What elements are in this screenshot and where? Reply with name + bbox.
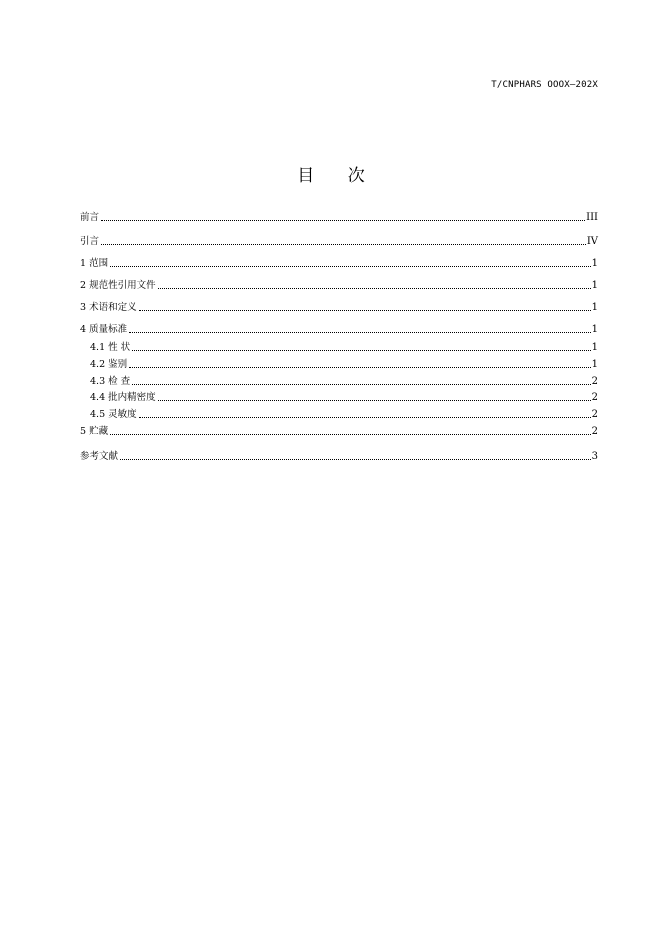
toc-entry-label: 引言 [80, 236, 100, 247]
toc-leader [110, 434, 591, 435]
toc-leader [129, 367, 590, 368]
toc-leader [132, 350, 590, 351]
toc-entry-label: 参考文献 [80, 451, 119, 462]
toc-leader [139, 310, 591, 311]
toc-entry-label: 4 质量标准 [80, 324, 128, 335]
toc-entry-page: 3 [591, 451, 598, 462]
page-title: 目 次 [297, 166, 379, 186]
toc-entry-normative-references[interactable] [80, 279, 598, 292]
document-code: T/CNPHARS OOOX—202X [491, 80, 598, 90]
toc-entry-label: 4.4 批内精密度 [90, 392, 156, 403]
toc-leader [158, 400, 591, 401]
toc-entry-page: 1 [591, 280, 598, 291]
toc-entry-label: 1 范围 [80, 258, 109, 269]
toc-entry-label: 4.2 鉴别 [90, 359, 128, 370]
toc-entry-page: IV [586, 236, 598, 247]
toc-entry-page: III [586, 212, 598, 223]
toc-entry-identification[interactable] [90, 358, 598, 371]
toc-entry-page: 2 [591, 392, 598, 403]
toc-entry-terms-definitions[interactable] [80, 301, 598, 314]
toc-leader [139, 417, 591, 418]
toc-entry-label: 2 规范性引用文件 [80, 280, 156, 291]
toc-entry-bibliography[interactable] [80, 450, 598, 463]
toc-entry-foreword[interactable] [80, 211, 598, 224]
toc-entry-storage[interactable] [80, 425, 598, 438]
toc-entry-scope[interactable] [80, 257, 598, 270]
toc-entry-page: 2 [591, 376, 598, 387]
toc-entry-page: 2 [591, 426, 598, 437]
toc-leader [120, 459, 591, 460]
toc-entry-label: 3 术语和定义 [80, 302, 137, 313]
toc-entry-sensitivity[interactable] [90, 408, 598, 421]
toc-entry-page: 1 [591, 324, 598, 335]
toc-entry-inspection[interactable] [90, 375, 598, 388]
toc-entry-label: 4.5 灵敏度 [90, 409, 137, 420]
toc-leader [110, 266, 591, 267]
toc-leader [129, 332, 591, 333]
toc-entry-quality-standard[interactable] [80, 323, 598, 336]
toc-leader [101, 220, 585, 221]
toc-entry-page: 1 [591, 359, 598, 370]
toc-leader [158, 288, 591, 289]
toc-leader [101, 244, 586, 245]
toc-entry-introduction[interactable] [80, 235, 598, 248]
toc-entry-characteristics[interactable] [90, 341, 598, 354]
toc-entry-label: 5 贮藏 [80, 426, 109, 437]
toc-entry-page: 2 [591, 409, 598, 420]
toc-entry-label: 前言 [80, 212, 100, 223]
toc-leader [132, 384, 590, 385]
toc-entry-page: 1 [591, 258, 598, 269]
toc-entry-page: 1 [591, 342, 598, 353]
toc-entry-label: 4.1 性 状 [90, 342, 131, 353]
toc-entry-intra-batch-precision[interactable] [90, 391, 598, 404]
toc-entry-label: 4.3 检 查 [90, 376, 131, 387]
toc-entry-page: 1 [591, 302, 598, 313]
